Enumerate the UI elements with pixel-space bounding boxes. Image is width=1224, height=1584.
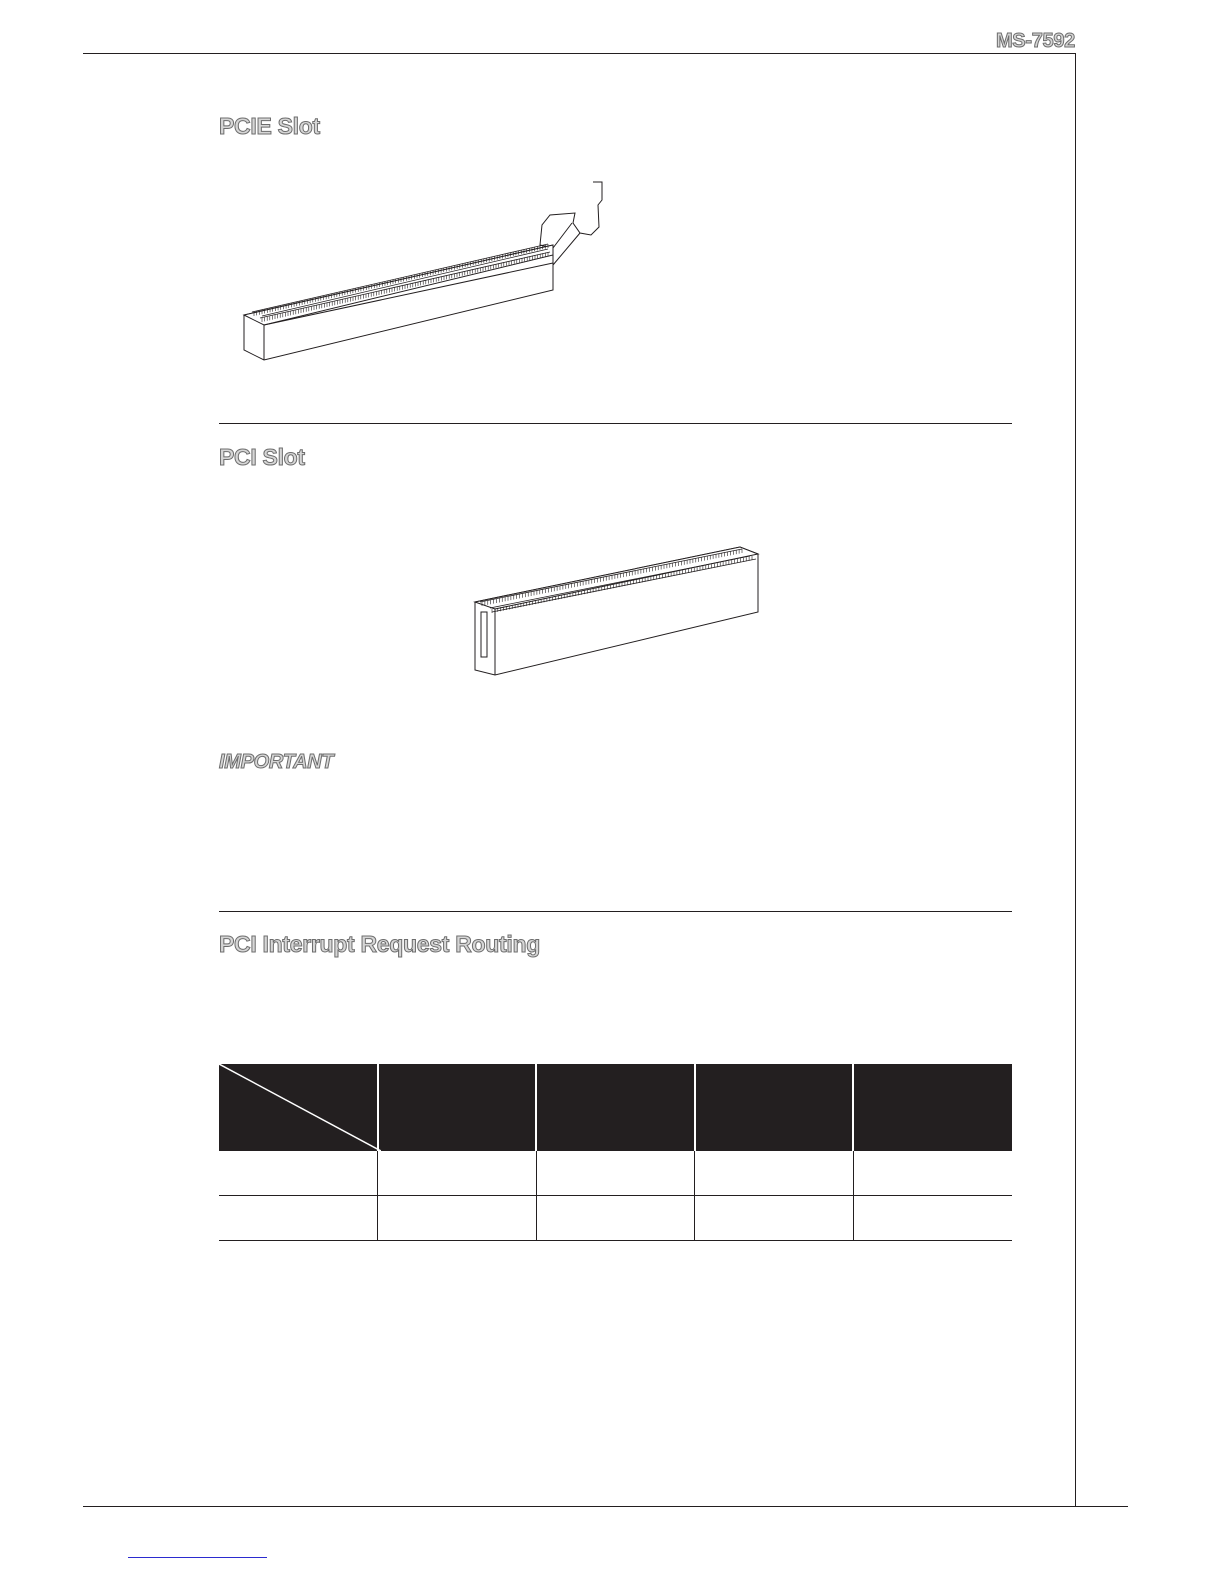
table-header-cell: [853, 1064, 1012, 1151]
table-row: [219, 1151, 1012, 1196]
table-header-cell: [536, 1064, 695, 1151]
table-cell: [536, 1196, 695, 1241]
pci-slot-illustration: [470, 532, 765, 680]
table-cell: [853, 1196, 1012, 1241]
table-cell: [695, 1151, 854, 1196]
page-model-number: MS-7592: [995, 30, 1075, 52]
table-row: [219, 1196, 1012, 1241]
table-cell: [536, 1151, 695, 1196]
table-cell: [695, 1196, 854, 1241]
table-cell: [219, 1151, 378, 1196]
table-header-cell: [695, 1064, 854, 1151]
table-cell: [853, 1151, 1012, 1196]
table-corner-diagonal: [219, 1064, 381, 1151]
table-cell: [219, 1196, 378, 1241]
footer-link-underline[interactable]: [128, 1557, 267, 1558]
side-rule: [1075, 53, 1076, 1507]
section-divider: [219, 423, 1012, 424]
header-rule: [83, 53, 1076, 54]
table-header-cell: [378, 1064, 537, 1151]
table-cell: [378, 1196, 537, 1241]
irq-routing-title: PCI Interrupt Request Routing: [219, 931, 540, 957]
pci-slot-title: PCI Slot: [219, 444, 305, 470]
pcie-slot-title: PCIE Slot: [219, 113, 320, 139]
footer-rule: [83, 1506, 1128, 1507]
pcie-slot-illustration: [230, 175, 610, 370]
important-note-label: IMPORTANT: [219, 751, 334, 773]
section-divider: [219, 911, 1012, 912]
table-cell: [378, 1151, 537, 1196]
